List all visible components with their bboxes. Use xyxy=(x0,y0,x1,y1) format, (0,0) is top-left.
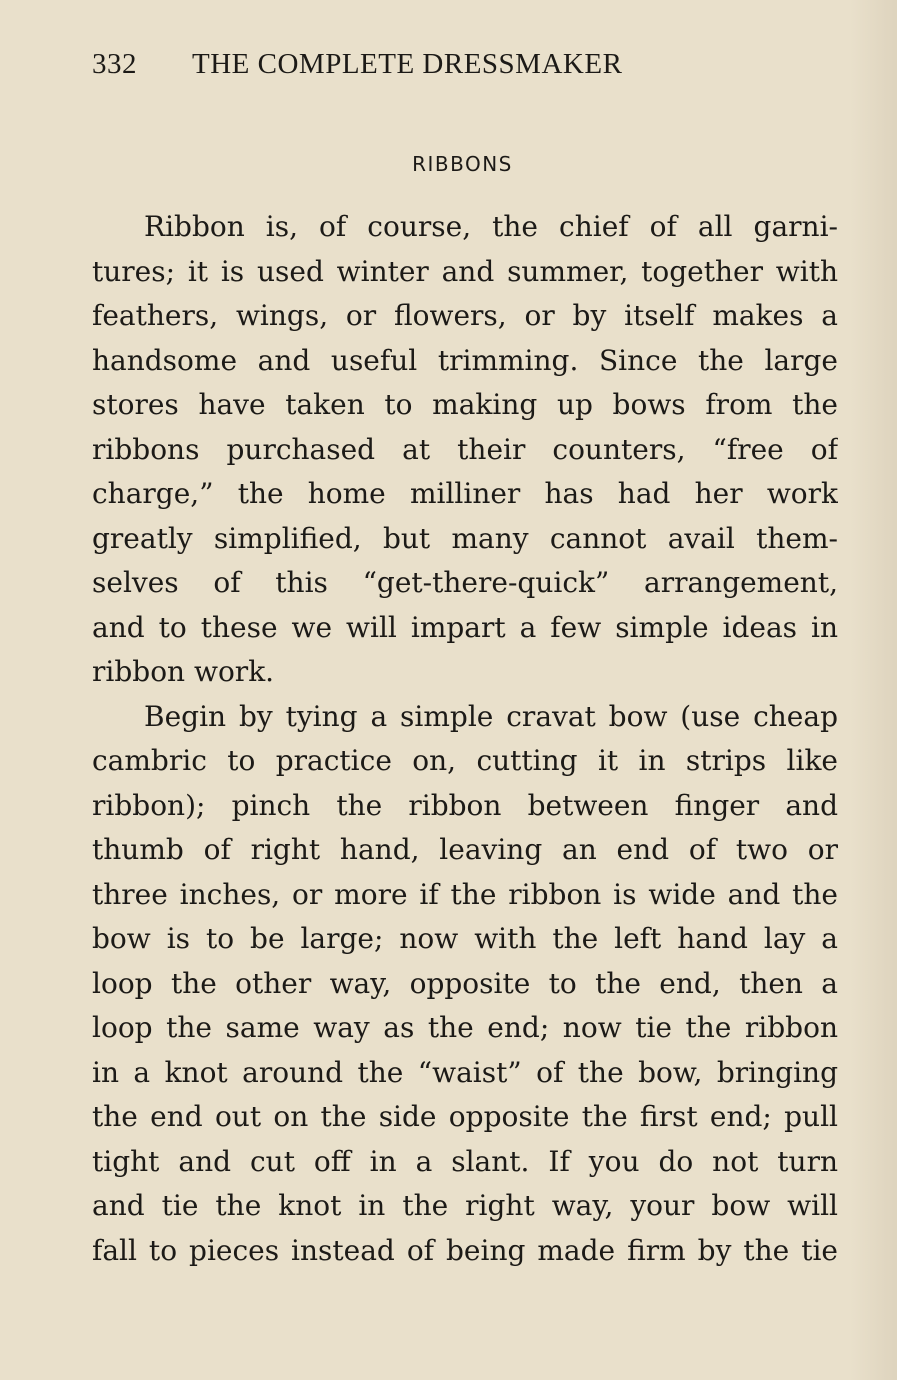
body-text xyxy=(92,205,838,1273)
text-line: the end out on the side opposite the first end; pull xyxy=(92,1100,838,1133)
text-line: bow is to be large; now with the left hand lay a xyxy=(92,922,838,955)
text-line: handsome and useful trimming. Since the large xyxy=(92,343,838,377)
paragraph-2 xyxy=(92,695,838,1274)
text-line: tures; it is used winter and summer, together with xyxy=(92,254,838,288)
page-number: 332 xyxy=(92,48,137,80)
text-line: fall to pieces instead of being made firm by the tie xyxy=(92,1233,838,1267)
text-line: greatly simplified, but many cannot avail them- xyxy=(92,521,838,555)
text-line: Begin by tying a simple cravat bow (use cheap xyxy=(144,699,838,733)
text-line: charge,” the home milliner has had her work xyxy=(92,477,838,510)
paragraph-1 xyxy=(92,205,838,695)
running-head xyxy=(92,48,812,88)
text-line: ribbon); pinch the ribbon between finger and xyxy=(92,788,838,822)
text-line: tight and cut off in a slant. If you do not turn xyxy=(92,1144,838,1178)
text-line: Ribbon is, of course, the chief of all garni- xyxy=(144,210,838,243)
text-line: loop the other way, opposite to the end, then a xyxy=(92,966,838,1000)
text-line: thumb of right hand, leaving an end of two or xyxy=(92,833,838,866)
text-line: three inches, or more if the ribbon is wide and the xyxy=(92,877,838,911)
text-line: ribbons purchased at their counters, “free of xyxy=(92,432,838,466)
text-line: and tie the knot in the right way, your bow will xyxy=(92,1189,838,1222)
text-line: and to these we will impart a few simple ideas in xyxy=(92,610,838,644)
text-line: cambric to practice on, cutting it in strips like xyxy=(92,744,838,777)
text-line: feathers, wings, or flowers, or by itself makes a xyxy=(92,299,838,332)
text-line: stores have taken to making up bows from the xyxy=(92,388,838,421)
text-line: ribbon work. xyxy=(92,655,275,688)
book-title: THE COMPLETE DRESSMAKER xyxy=(192,48,623,80)
text-line: loop the same way as the end; now tie the ribbon xyxy=(92,1011,838,1044)
text-line: selves of this “get-there-quick” arrangement, xyxy=(92,566,838,599)
section-heading: RIBBONS xyxy=(412,152,513,176)
text-line: in a knot around the “waist” of the bow, bringing xyxy=(92,1055,838,1089)
